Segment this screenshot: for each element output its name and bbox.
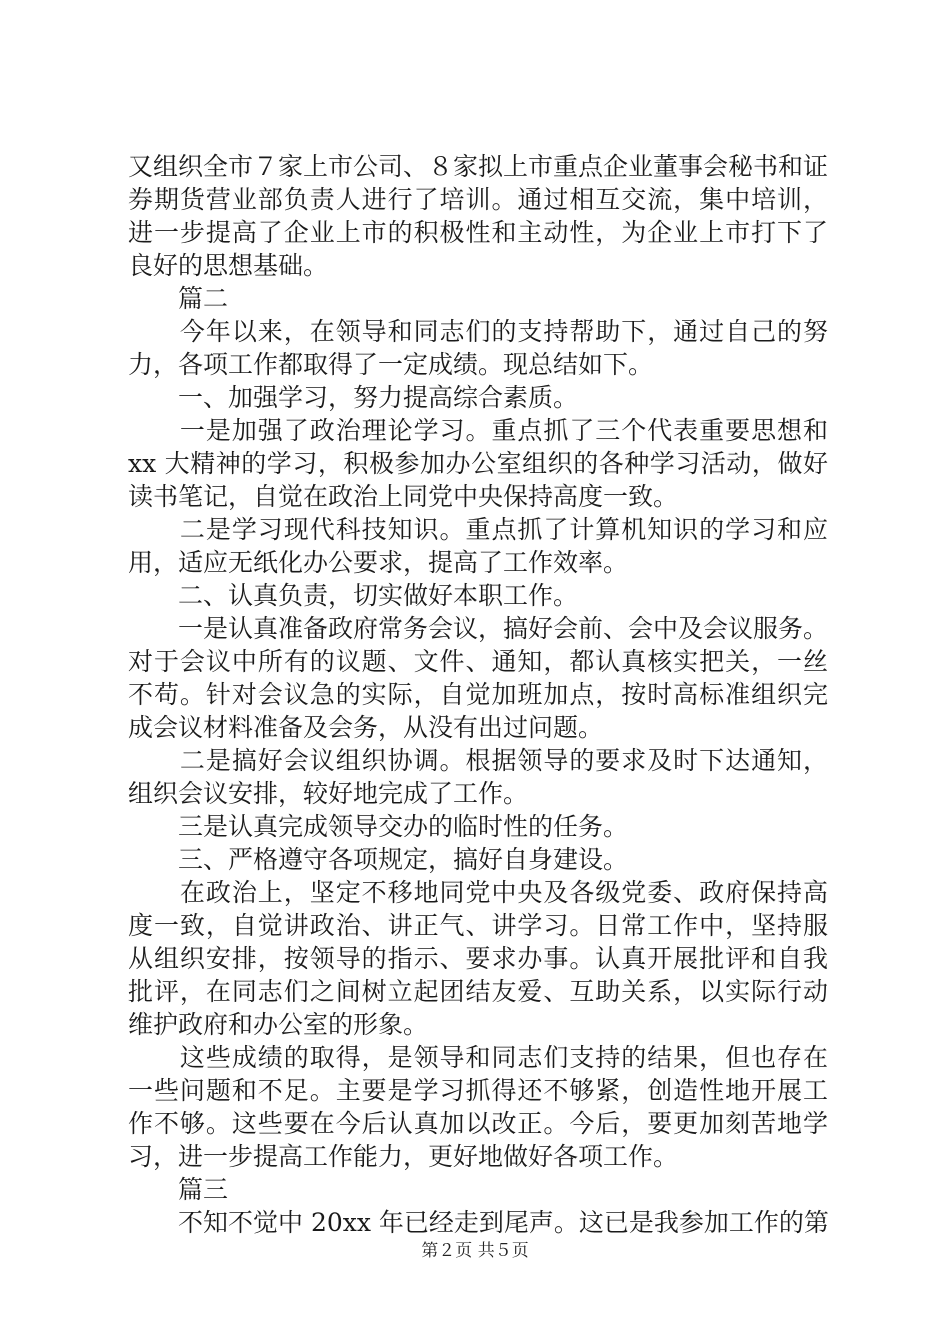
text-line: 二、认真负责，切实做好本职工作。 (128, 581, 579, 610)
text-line: 度一致，自觉讲政治、讲正气、讲学习。日常工作中，坚持服 (128, 911, 828, 940)
text-line: 三、严格遵守各项规定，搞好自身建设。 (128, 845, 629, 874)
text-line: 二是学习现代科技知识。重点抓了计算机知识的学习和应 (128, 515, 828, 544)
text-line: 不知不觉中 20xx 年已经走到尾声。这已是我参加工作的第 (128, 1208, 829, 1237)
text-line: 习，进一步提高工作能力，更好地做好各项工作。 (128, 1142, 679, 1171)
text-line: 这些成绩的取得，是领导和同志们支持的结果，但也存在 (128, 1043, 828, 1072)
document-body (128, 150, 828, 1239)
text-line: 篇三 (128, 1175, 229, 1204)
text-line: 批评，在同志们之间树立起团结友爱、互助关系，以实际行动 (128, 977, 828, 1006)
page-number-label: 第２页 共５页 (421, 1241, 529, 1261)
text-line: 对于会议中所有的议题、文件、通知，都认真核实把关，一丝 (128, 647, 828, 676)
text-line: xx 大精神的学习，积极参加办公室组织的各种学习活动，做好 (128, 449, 828, 478)
text-line: 成会议材料准备及会务，从没有出过问题。 (128, 713, 604, 742)
text-line: 从组织安排，按领导的指示、要求办事。认真开展批评和自我 (128, 944, 828, 973)
text-line: 一、加强学习，努力提高综合素质。 (128, 383, 579, 412)
text-line: 今年以来，在领导和同志们的支持帮助下，通过自己的努 (128, 317, 828, 346)
text-line: 券期货营业部负责人进行了培训。通过相互交流，集中培训， (128, 185, 828, 214)
text-line: 一是加强了政治理论学习。重点抓了三个代表重要思想和 (128, 416, 828, 445)
text-line: 在政治上，坚定不移地同党中央及各级党委、政府保持高 (128, 878, 828, 907)
text-line: 不苟。针对会议急的实际，自觉加班加点，按时高标准组织完 (128, 680, 828, 709)
text-line: 维护政府和办公室的形象。 (128, 1010, 429, 1039)
text-line: 三是认真完成领导交办的临时性的任务。 (128, 812, 629, 841)
text-line: 一些问题和不足。主要是学习抓得还不够紧，创造性地开展工 (128, 1076, 828, 1105)
text-line: 又组织全市７家上市公司、８家拟上市重点企业董事会秘书和证 (128, 152, 829, 181)
text-line: 读书笔记，自觉在政治上同党中央保持高度一致。 (128, 482, 679, 511)
text-line: 用，适应无纸化办公要求，提高了工作效率。 (128, 548, 629, 577)
text-line: 作不够。这些要在今后认真加以改正。今后，要更加刻苦地学 (128, 1109, 828, 1138)
text-line: 篇二 (128, 284, 229, 313)
text-line: 组织会议安排，较好地完成了工作。 (128, 779, 529, 808)
text-line: 一是认真准备政府常务会议，搞好会前、会中及会议服务。 (128, 614, 829, 643)
text-line: 力，各项工作都取得了一定成绩。现总结如下。 (128, 350, 654, 379)
text-line: 进一步提高了企业上市的积极性和主动性，为企业上市打下了 (128, 218, 828, 247)
text-line: 二是搞好会议组织协调。根据领导的要求及时下达通知， (128, 746, 828, 775)
text-line: 良好的思想基础。 (128, 251, 329, 280)
page-footer (0, 1240, 950, 1262)
